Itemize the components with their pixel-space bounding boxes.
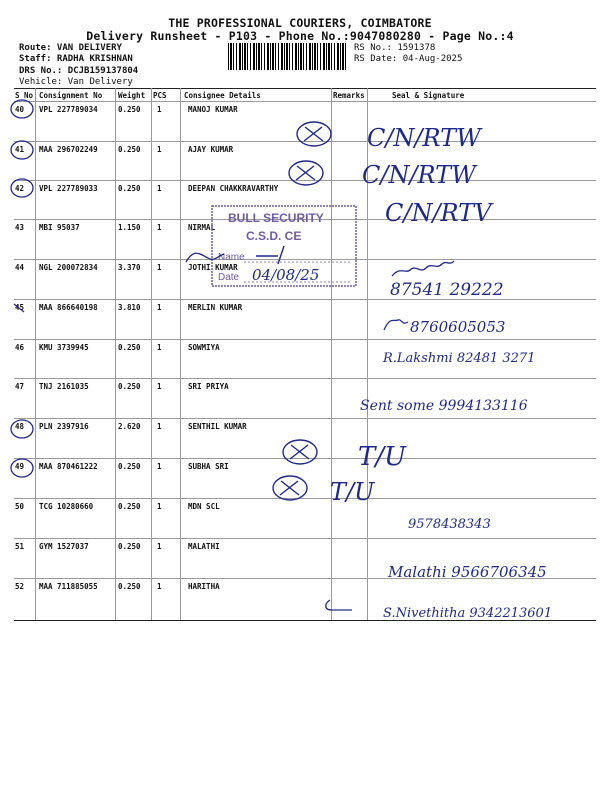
row-pcs: 1 xyxy=(157,382,162,391)
row-sno: 46 xyxy=(15,343,25,352)
svg-text:BULL SECURITY: BULL SECURITY xyxy=(228,211,324,225)
row-pcs: 1 xyxy=(157,343,162,352)
row-consignment-no: NGL 200072834 xyxy=(39,263,98,272)
row-weight: 0.250 xyxy=(118,145,141,154)
circled-x-mark xyxy=(283,440,317,464)
row-consignee: DEEPAN CHAKKRAVARTHY xyxy=(188,184,279,193)
row-sno: 41 xyxy=(15,145,25,154)
vehicle-label: Vehicle: Van Delivery xyxy=(19,77,133,87)
circled-x-mark xyxy=(273,476,307,500)
handwritten-note: 9578438343 xyxy=(408,517,491,532)
row-weight: 0.250 xyxy=(118,542,141,551)
row-pcs: 1 xyxy=(157,105,162,114)
row-weight: 0.250 xyxy=(118,184,141,193)
table-row xyxy=(14,458,596,459)
table-row xyxy=(14,180,596,181)
staff-label: Staff: RADHA KRISHNAN xyxy=(19,54,133,64)
row-consignee: AJAY KUMAR xyxy=(188,145,234,154)
signature xyxy=(384,320,408,330)
row-weight: 2.620 xyxy=(118,422,141,431)
handwritten-note: T/U xyxy=(358,442,407,472)
row-sno: 40 xyxy=(15,105,25,114)
col-header-remarks: Remarks xyxy=(333,91,365,100)
row-consignment-no: GYM 1527037 xyxy=(39,542,89,551)
row-weight: 3.370 xyxy=(118,263,141,272)
row-pcs: 1 xyxy=(157,184,162,193)
row-sno: 49 xyxy=(15,462,25,471)
row-sno: 52 xyxy=(15,582,25,591)
table-row xyxy=(14,299,596,300)
row-consignment-no: KMU 3739945 xyxy=(39,343,89,352)
column-divider xyxy=(331,88,332,620)
table-row xyxy=(14,101,596,102)
svg-text:Date: Date xyxy=(218,272,240,283)
table-row xyxy=(14,498,596,499)
handwritten-note: T/U xyxy=(330,478,375,506)
row-consignee: HARITHA xyxy=(188,582,220,591)
row-consignee: SUBHA SRI xyxy=(188,462,229,471)
table-top-border xyxy=(14,88,596,89)
handwritten-note: 87541 29222 xyxy=(390,280,504,300)
row-consignment-no: MAA 866640198 xyxy=(39,303,98,312)
row-pcs: 1 xyxy=(157,223,162,232)
handwritten-note: R.Lakshmi 82481 3271 xyxy=(383,351,536,366)
table-row xyxy=(14,578,596,579)
row-consignment-no: PLN 2397916 xyxy=(39,422,89,431)
row-consignment-no: MAA 870461222 xyxy=(39,462,98,471)
handwritten-note: 8760605053 xyxy=(410,318,506,336)
row-consignee: MANOJ KUMAR xyxy=(188,105,238,114)
row-consignee: SRI PRIYA xyxy=(188,382,229,391)
row-consignment-no: VPL 227789033 xyxy=(39,184,98,193)
runsheet-subtitle: Delivery Runsheet - P103 - Phone No.:9047080280 - Page No.:4 xyxy=(86,29,514,43)
barcode xyxy=(228,43,348,70)
table-row xyxy=(14,378,596,379)
table-row xyxy=(14,219,596,220)
row-weight: 3.810 xyxy=(118,303,141,312)
handwritten-note: C/N/RTW xyxy=(367,124,481,152)
row-sno: 44 xyxy=(15,263,25,272)
row-weight: 0.250 xyxy=(118,343,141,352)
row-consignment-no: MBI 95037 xyxy=(39,223,80,232)
column-divider xyxy=(151,88,152,620)
handwritten-note: S.Nivethitha 9342213601 xyxy=(383,606,553,621)
handwritten-note: C/N/RTW xyxy=(362,161,476,189)
row-pcs: 1 xyxy=(157,263,162,272)
row-sno: 42 xyxy=(15,184,25,193)
row-consignee: NIRMAL xyxy=(188,223,216,232)
svg-text:C.S.D. CE: C.S.D. CE xyxy=(246,229,302,243)
row-sno: 45 xyxy=(15,303,25,312)
row-weight: 1.150 xyxy=(118,223,141,232)
handwritten-note: Malathi 9566706345 xyxy=(388,563,547,581)
table-row xyxy=(14,339,596,340)
signature xyxy=(326,600,352,610)
row-consignment-no: VPL 227789034 xyxy=(39,105,98,114)
col-header-consignee: Consignee Details xyxy=(184,91,261,100)
row-pcs: 1 xyxy=(157,502,162,511)
row-sno: 51 xyxy=(15,542,25,551)
col-header-consignment: Consignment No xyxy=(39,91,103,100)
company-name: THE PROFESSIONAL COURIERS, COIMBATORE xyxy=(168,16,432,30)
signature xyxy=(186,253,224,262)
row-weight: 0.250 xyxy=(118,462,141,471)
row-sno: 50 xyxy=(15,502,25,511)
row-consignee: SOWMIYA xyxy=(188,343,220,352)
drs-label: DRS No.: DCJB159137804 xyxy=(19,66,139,76)
row-consignee: MALATHI xyxy=(188,542,220,551)
col-header-weight: Weight xyxy=(118,91,146,100)
row-pcs: 1 xyxy=(157,303,162,312)
row-consignee: SENTHIL KUMAR xyxy=(188,422,247,431)
row-consignment-no: TCG 10280660 xyxy=(39,502,94,511)
stamp-handwritten-date: 04/08/25 xyxy=(252,266,320,284)
signature xyxy=(392,261,454,276)
column-divider xyxy=(180,88,181,620)
column-divider xyxy=(35,88,36,620)
row-sno: 48 xyxy=(15,422,25,431)
row-consignment-no: TNJ 2161035 xyxy=(39,382,89,391)
col-header-sno: S No xyxy=(15,91,34,100)
row-sno: 43 xyxy=(15,223,25,232)
row-pcs: 1 xyxy=(157,542,162,551)
row-weight: 0.250 xyxy=(118,502,141,511)
table-bottom-border xyxy=(14,620,596,621)
row-consignee: MERLIN KUMAR xyxy=(188,303,243,312)
row-consignment-no: MAA 296702249 xyxy=(39,145,98,154)
circled-x-mark xyxy=(297,122,331,146)
table-row xyxy=(14,141,596,142)
row-pcs: 1 xyxy=(157,582,162,591)
row-consignee: MDN SCL xyxy=(188,502,220,511)
rs-number: RS No.: 1591378 xyxy=(354,43,436,53)
table-row xyxy=(14,538,596,539)
table-row xyxy=(14,418,596,419)
row-pcs: 1 xyxy=(157,422,162,431)
col-header-seal-signature: Seal & Signature xyxy=(392,91,465,100)
row-sno: 47 xyxy=(15,382,25,391)
column-divider xyxy=(115,88,116,620)
row-pcs: 1 xyxy=(157,462,162,471)
column-divider xyxy=(367,88,368,620)
table-row xyxy=(14,259,596,260)
row-weight: 0.250 xyxy=(118,582,141,591)
row-pcs: 1 xyxy=(157,145,162,154)
svg-text:Name: Name xyxy=(218,252,245,263)
row-consignment-no: MAA 711885055 xyxy=(39,582,98,591)
rs-date: RS Date: 04-Aug-2025 xyxy=(354,54,463,64)
col-header-pcs: PCS xyxy=(153,91,167,100)
row-weight: 0.250 xyxy=(118,382,141,391)
circled-x-mark xyxy=(289,161,323,185)
route-label: Route: VAN DELIVERY xyxy=(19,43,122,53)
row-consignee: JOTHI KUMAR xyxy=(188,263,238,272)
row-weight: 0.250 xyxy=(118,105,141,114)
handwritten-note: C/N/RTV xyxy=(385,199,492,227)
handwritten-note: Sent some 9994133116 xyxy=(360,398,528,414)
